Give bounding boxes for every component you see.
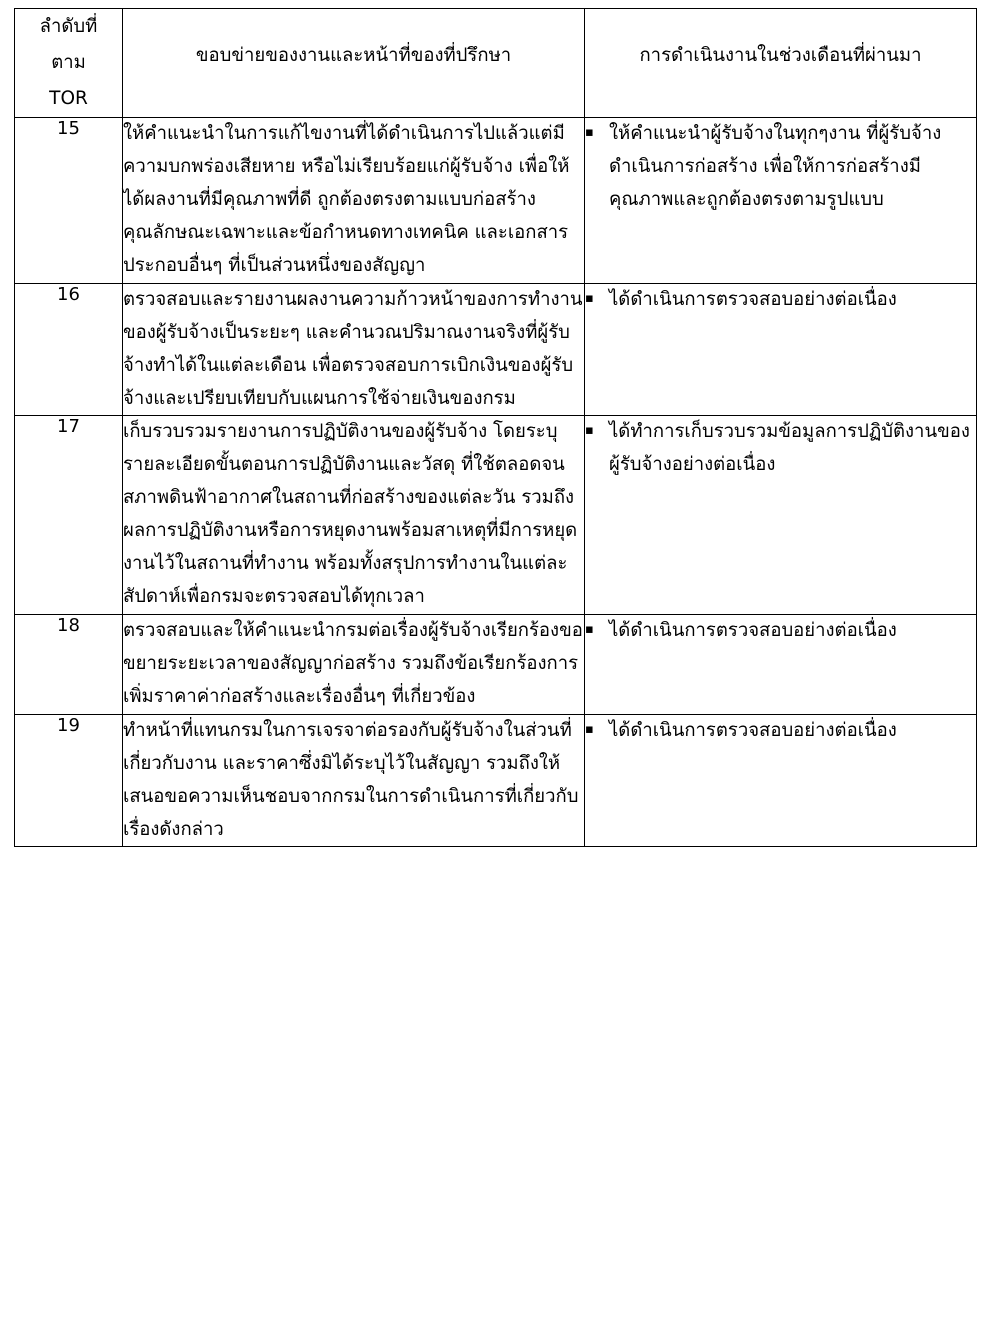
row-progress	[585, 283, 977, 416]
row-order-no: 15	[15, 118, 123, 284]
table-row	[15, 283, 977, 416]
row-scope-text: ทำหน้าที่แทนกรมในการเจรจาต่อรองกับผู้รับจ้างในส่วนที่เกี่ยวกับงาน และราคาซึ่งมิได้ระบุไว้ในสัญญา รวมถึงให้เสนอขอความเห็นชอบจากกรมในการดำเนินการที่เกี่ยวกับเรื่องดังกล่าว	[123, 714, 585, 847]
table-header-row	[15, 9, 977, 118]
bullet-item	[585, 284, 976, 317]
bullet-item	[585, 615, 976, 648]
table-row	[15, 615, 977, 715]
row-order-no: 19	[15, 714, 123, 847]
consultant-scope-table	[14, 8, 977, 847]
table-row	[15, 714, 977, 847]
row-progress-text: ได้ดำเนินการตรวจสอบอย่างต่อเนื่อง	[609, 719, 897, 741]
bullet-item	[585, 416, 976, 482]
row-progress-text: ได้ดำเนินการตรวจสอบอย่างต่อเนื่อง	[609, 620, 897, 642]
row-scope-text: ให้คำแนะนำในการแก้ไขงานที่ได้ดำเนินการไปแล้วแต่มีความบกพร่องเสียหาย หรือไม่เรียบร้อยแก่ผู้รับจ้าง เพื่อให้ได้ผลงานที่มีคุณภาพที่ดี ถูกต้องตรงตามแบบก่อสร้างคุณลักษณะเฉพาะและข้อกำหนดทางเทคนิค และเอกสารประกอบอื่นๆ ที่เป็นส่วนหนึ่งของสัญญา	[123, 118, 585, 284]
header-order-line-1: ลำดับที่	[39, 16, 98, 37]
header-scope	[123, 9, 585, 118]
header-order-no	[15, 9, 123, 118]
row-progress	[585, 118, 977, 284]
row-scope-text: ตรวจสอบและให้คำแนะนำกรมต่อเรื่องผู้รับจ้างเรียกร้องขอขยายระยะเวลาของสัญญาก่อสร้าง รวมถึงข้อเรียกร้องการเพิ่มราคาค่าก่อสร้างและเรื่องอื่นๆ ที่เกี่ยวข้อง	[123, 615, 585, 715]
table-row	[15, 416, 977, 615]
row-progress	[585, 615, 977, 715]
row-scope-text: เก็บรวบรวมรายงานการปฏิบัติงานของผู้รับจ้าง โดยระบุรายละเอียดขั้นตอนการปฏิบัติงานและวัสดุ ที่ใช้ตลอดจนสภาพดินฟ้าอากาศในสถานที่ก่อสร้างของแต่ละวัน รวมถึงผลการปฏิบัติงานหรือการหยุดงานพร้อมสาเหตุที่มีการหยุดงานไว้ในสถานที่ทำงาน พร้อมทั้งสรุปการทำงานในแต่ละสัปดาห์เพื่อกรมจะตรวจสอบได้ทุกเวลา	[123, 416, 585, 615]
row-progress-text: ให้คำแนะนำผู้รับจ้างในทุกๆงาน ที่ผู้รับจ้างดำเนินการก่อสร้าง เพื่อให้การก่อสร้างมีคุณภาพและถูกต้องตรงตามรูปแบบ	[609, 123, 942, 211]
header-scope-label: ขอบข่ายของงานและหน้าที่ของที่ปรึกษา	[195, 45, 512, 66]
bullet-item	[585, 715, 976, 748]
row-order-no: 17	[15, 416, 123, 615]
header-order-line-2: ตาม	[51, 52, 86, 74]
row-progress	[585, 416, 977, 615]
row-order-no: 18	[15, 615, 123, 715]
square-bullet-icon: ▪	[585, 125, 594, 141]
row-order-no: 16	[15, 283, 123, 416]
row-progress-text: ได้ดำเนินการตรวจสอบอย่างต่อเนื่อง	[609, 288, 897, 310]
square-bullet-icon: ▪	[585, 290, 594, 306]
table-row	[15, 118, 977, 284]
row-progress-text: ได้ทำการเก็บรวบรวมข้อมูลการปฏิบัติงานของผู้รับจ้างอย่างต่อเนื่อง	[609, 421, 970, 476]
square-bullet-icon: ▪	[585, 423, 594, 439]
bullet-item	[585, 118, 976, 217]
row-progress	[585, 714, 977, 847]
square-bullet-icon: ▪	[585, 622, 594, 638]
header-progress	[585, 9, 977, 118]
header-order-line-3: TOR	[49, 88, 88, 110]
row-scope-text: ตรวจสอบและรายงานผลงานความก้าวหน้าของการทำงานของผู้รับจ้างเป็นระยะๆ และคำนวณปริมาณงานจริงที่ผู้รับจ้างทำได้ในแต่ละเดือน เพื่อตรวจสอบการเบิกเงินของผู้รับจ้างและเปรียบเทียบกับแผนการใช้จ่ายเงินของกรม	[123, 283, 585, 416]
square-bullet-icon: ▪	[585, 721, 594, 737]
header-progress-label: การดำเนินงานในช่วงเดือนที่ผ่านมา	[639, 45, 922, 66]
